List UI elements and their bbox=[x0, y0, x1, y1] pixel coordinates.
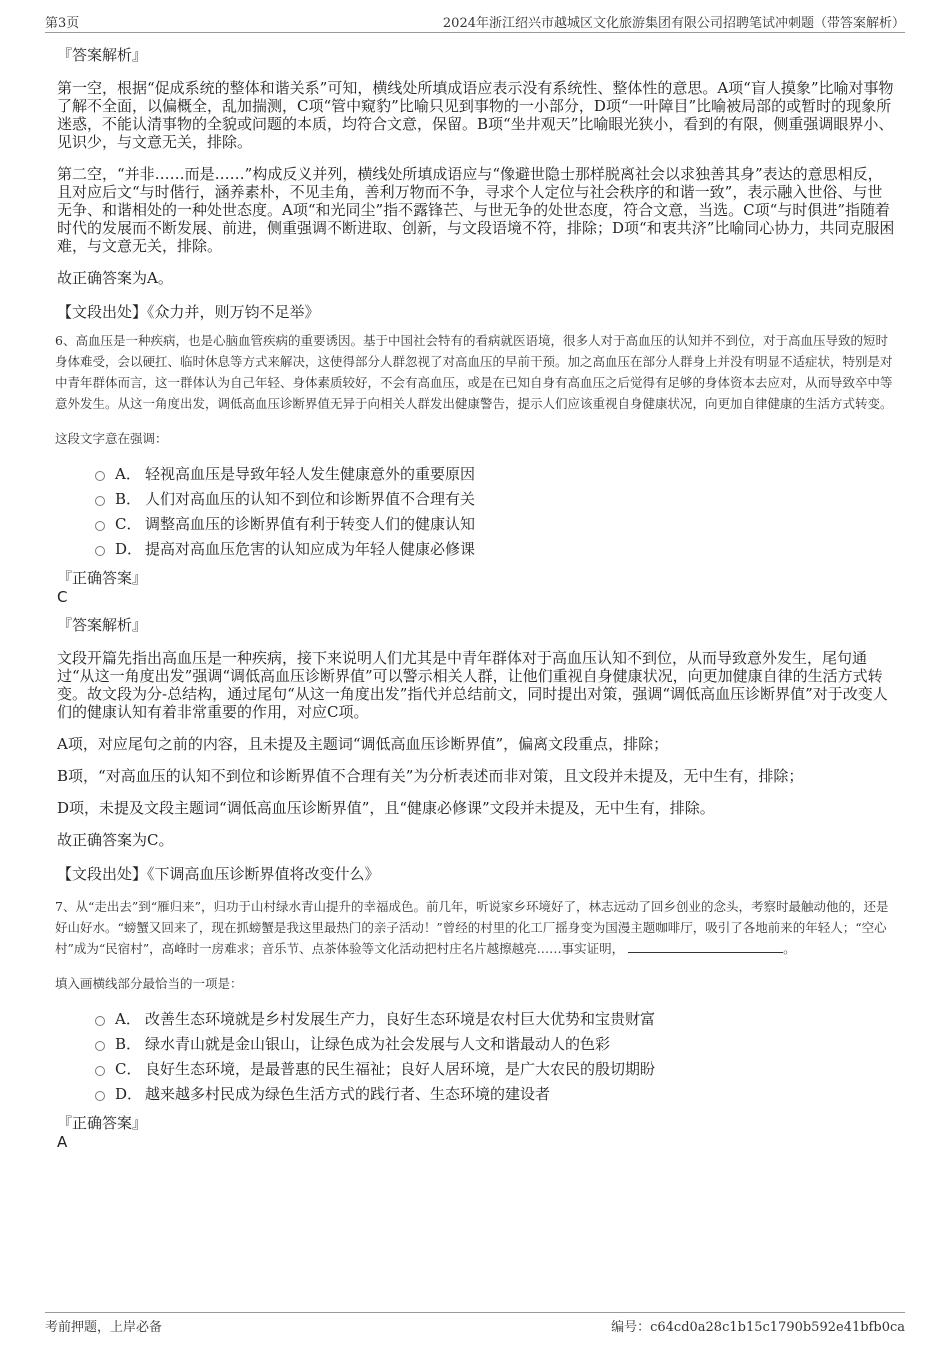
option-text: 绿水青山就是金山银山，让绿色成为社会发展与人文和谐最动人的色彩 bbox=[145, 1035, 611, 1053]
q7-option-c[interactable] bbox=[95, 1056, 895, 1081]
q6-stem: 6、高血压是一种疾病，也是心脑血管疾病的重要诱因。基于中国社会特有的看病就医语境，很多人对于高血压的认知并不到位，对于高血压导致的短时身体难受，会以硬扛、临时休息等方式来解决，这使得部分人群忽视了对高血压的早前干预。加之高血压在部分人群身上并没有明显不适症状，特别是对中青年群体而言，这一群体认为自己年轻、身体素质较好，不会有高血压，或是在已知自身有高血压之后觉得有足够的身体资本去应对，从而导致卒中等意外发生。从这一角度出发，调低高血压诊断界值无异于向相关人群发出健康警告，提示人们应该重视自身健康状况，向更加自律健康的生活方式转变。 bbox=[55, 333, 893, 411]
page-number: 第3页 bbox=[45, 16, 80, 31]
q7-answer-label: 『正确答案』 bbox=[57, 1114, 148, 1132]
q5-analysis-label: 『答案解析』 bbox=[57, 46, 148, 64]
q7-prompt: 填入画横线部分最恰当的一项是： bbox=[55, 976, 243, 991]
q7-option-a[interactable] bbox=[95, 1006, 895, 1031]
q6-option-c[interactable] bbox=[95, 511, 895, 536]
q6-option-d[interactable] bbox=[95, 536, 895, 561]
q5-analysis-p2: 第二空，“并非……而是……”构成反义并列，横线处所填成语应与“像避世隐士那样脱离社会以求独善其身”表达的意思相反，且对应后文“与时偕行，涵养素朴，不见圭角，善利万物而不争，寻求个人定位与社会秩序的和谐一致”，表示融入世俗、与世无争、和谐相处的一种处世态度。A项“和光同尘”指不露锋芒、与世无争的处世态度，符合文意，当选。C项“与时俱进”指随着时代的发展而不断发展、前进，侧重强调不断进取、创新，与文段语境不符，排除；D项“和衷共济”比喻同心协力，共同克服困难，与文意无关，排除。 bbox=[57, 165, 895, 255]
page-content bbox=[55, 44, 895, 1159]
option-text: 改善生态环境就是乡村发展生产力，良好生态环境是农村巨大优势和宝贵财富 bbox=[145, 1010, 656, 1028]
option-letter: B． bbox=[115, 490, 142, 508]
radio-icon[interactable] bbox=[95, 496, 105, 506]
q6-analysis-b: B项，“对高血压的认知不到位和诊断界值不合理有关”为分析表述而非对策，且文段并未提及，无中生有，排除； bbox=[57, 767, 804, 785]
q6-options bbox=[95, 461, 895, 561]
option-text: 良好生态环境，是最普惠的民生福祉；良好人居环境，是广大农民的殷切期盼 bbox=[145, 1060, 656, 1078]
q5-source: 【文段出处】《众力并，则万钧不足举》 bbox=[57, 303, 320, 321]
option-letter: C． bbox=[115, 515, 142, 533]
q6-prompt: 这段文字意在强调： bbox=[55, 431, 168, 446]
footer-code bbox=[611, 1316, 905, 1335]
footer-code-value: c64cd0a28c1b15c1790b592e41bfb0ca bbox=[650, 1320, 905, 1335]
option-letter: C． bbox=[115, 1060, 142, 1078]
option-text: 轻视高血压是导致年轻人发生健康意外的重要原因 bbox=[145, 465, 476, 483]
q6-conclusion: 故正确答案为C。 bbox=[57, 831, 174, 849]
option-letter: B． bbox=[115, 1035, 142, 1053]
option-text: 人们对高血压的认知不到位和诊断界值不合理有关 bbox=[145, 490, 476, 508]
radio-icon[interactable] bbox=[95, 521, 105, 531]
q6-option-b[interactable] bbox=[95, 486, 895, 511]
q7-stem-end: 。 bbox=[783, 941, 796, 956]
q7-answer: A bbox=[57, 1133, 68, 1151]
q7-stem-text: 7、从“走出去”到“雁归来”，归功于山村绿水青山提升的幸福成色。前几年，听说家乡环境好了，林志远动了回乡创业的念头，考察时最触动他的，还是好山好水。“螃蟹又回来了，现在抓螃蟹是我这里最热门的亲子活动！”曾经的村里的化工厂摇身变为国漫主题咖啡厅，吸引了各地前来的年轻人；“空心村”成为“民宿村”，高峰时一房难求；音乐节、点茶体验等文化活动把村庄名片越擦越亮……事实证明， bbox=[55, 899, 889, 956]
fill-blank-line bbox=[628, 940, 783, 953]
q7-options bbox=[95, 1006, 895, 1106]
option-letter: D． bbox=[115, 1085, 143, 1103]
option-text: 越来越多村民成为绿色生活方式的践行者、生态环境的建设者 bbox=[145, 1085, 551, 1103]
footer-code-label: 编号： bbox=[611, 1320, 651, 1335]
q6-analysis-d: D项，未提及文段主题词“调低高血压诊断界值”，且“健康必修课”文段并未提及，无中生有，排除。 bbox=[57, 799, 715, 817]
q5-conclusion: 故正确答案为A。 bbox=[57, 269, 173, 287]
radio-icon[interactable] bbox=[95, 1091, 105, 1101]
q5-analysis-p1: 第一空，根据“促成系统的整体和谐关系”可知，横线处所填成语应表示没有系统性、整体性的意思。A项“盲人摸象”比喻对事物了解不全面，以偏概全，乱加揣测，C项“管中窥豹”比喻只见到事物的一小部分，D项“一叶障目”比喻被局部的或暂时的现象所迷惑，不能认清事物的全貌或问题的本质，均符合文意，保留。B项“坐井观天”比喻眼光狭小，看到的有限，侧重强调眼界小、见识少，与文意无关，排除。 bbox=[57, 79, 894, 151]
option-letter: A． bbox=[115, 1010, 141, 1028]
option-letter: D． bbox=[115, 540, 143, 558]
q6-answer: C bbox=[57, 588, 68, 606]
radio-icon[interactable] bbox=[95, 1066, 105, 1076]
option-letter: A． bbox=[115, 465, 141, 483]
footer-slogan: 考前押题，上岸必备 bbox=[45, 1320, 163, 1335]
document-title: 2024年浙江绍兴市越城区文化旅游集团有限公司招聘笔试冲刺题（带答案解析） bbox=[442, 16, 905, 31]
q6-answer-label: 『正确答案』 bbox=[57, 569, 148, 587]
radio-icon[interactable] bbox=[95, 1041, 105, 1051]
page-footer bbox=[45, 1312, 905, 1335]
option-text: 提高对高血压危害的认知应成为年轻人健康必修课 bbox=[145, 540, 476, 558]
q6-analysis-a: A项，对应尾句之前的内容，且未提及主题词“调低高血压诊断界值”，偏离文段重点，排除； bbox=[57, 735, 669, 753]
q6-option-a[interactable] bbox=[95, 461, 895, 486]
q7-option-d[interactable] bbox=[95, 1081, 895, 1106]
radio-icon[interactable] bbox=[95, 1016, 105, 1026]
q6-analysis-label: 『答案解析』 bbox=[57, 616, 148, 634]
radio-icon[interactable] bbox=[95, 471, 105, 481]
q7-option-b[interactable] bbox=[95, 1031, 895, 1056]
q6-source: 【文段出处】《下调高血压诊断界值将改变什么》 bbox=[57, 865, 380, 883]
radio-icon[interactable] bbox=[95, 546, 105, 556]
page-header bbox=[45, 10, 905, 33]
q7-stem bbox=[55, 896, 895, 959]
q6-analysis-p1: 文段开篇先指出高血压是一种疾病，接下来说明人们尤其是中青年群体对于高血压认知不到位，从而导致意外发生，尾句通过“从这一角度出发”强调“调低高血压诊断界值”可以警示相关人群，让他们重视自身健康状况，向更加健康自律的生活方式转变。故文段为分-总结构，通过尾句“从这一角度出发”指代并总结前文，同时提出对策，强调“调低高血压诊断界值”对于改变人们的健康认知有着非常重要的作用，对应C项。 bbox=[57, 649, 888, 721]
option-text: 调整高血压的诊断界值有利于转变人们的健康认知 bbox=[145, 515, 476, 533]
